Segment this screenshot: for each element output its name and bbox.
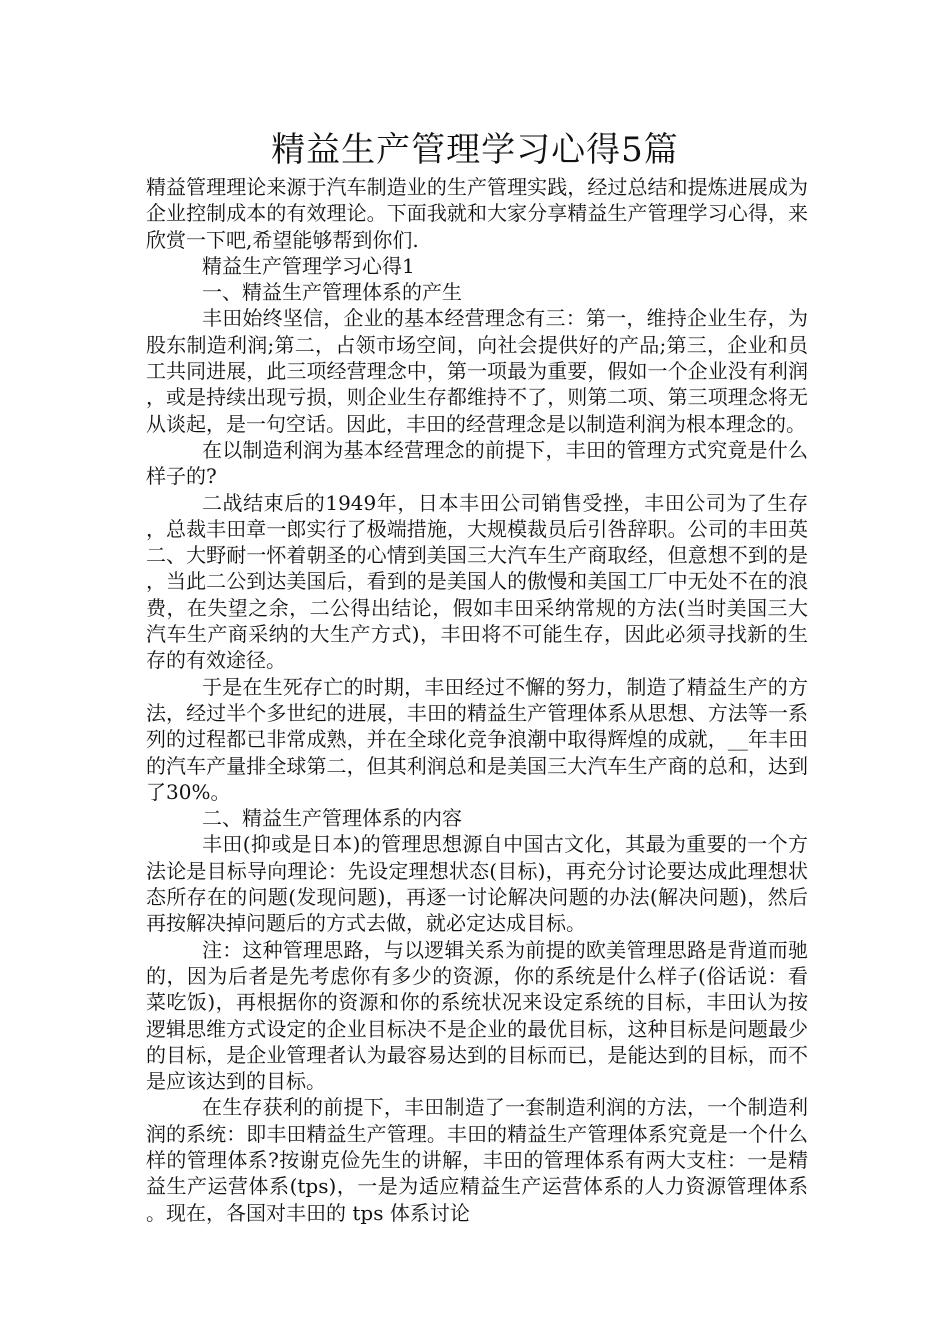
- paragraph: 二战结束后的1949年，日本丰田公司销售受挫，丰田公司为了生存，总裁丰田章一郎实行了极端措施，大规模裁员后引咎辞职。公司的丰田英二、大野耐一怀着朝圣的心情到美国三大汽车生产商取经，但意想不到的是，当此二公到达美国后，看到的是美国人的傲慢和美国工厂中无处不在的浪费，在失望之余，二公得出结论，假如丰田采纳常规的方法(当时美国三大汽车生产商采纳的大生产方式)，丰田将不可能生存，因此必须寻找新的生存的有效途径。: [146, 490, 808, 673]
- paragraph: 注：这种管理思路，与以逻辑关系为前提的欧美管理思路是背道而驰的，因为后者是先考虑你有多少的资源，你的系统是什么样子(俗话说：看菜吃饭)，再根据你的资源和你的系统状况来设定系统的目标，丰田认为按逻辑思维方式设定的企业目标决不是企业的最优目标，这种目标是问题最少的目标，是企业管理者认为最容易达到的目标而已，是能达到的目标，而不是应该达到的目标。: [146, 937, 808, 1094]
- paragraph: 精益管理理论来源于汽车制造业的生产管理实践，经过总结和提炼进展成为企业控制成本的有效理论。下面我就和大家分享精益生产管理学习心得，来欣赏一下吧,希望能够帮到你们.: [146, 175, 808, 252]
- paragraph: 丰田(抑或是日本)的管理思想源自中国古文化，其最为重要的一个方法论是目标导向理论：先设定理想状态(目标)，再充分讨论要达成此理想状态所存在的问题(发现问题)，再逐一讨论解决问题的办法(解决问题)，然后再按解决掉问题后的方式去做，就必定达成目标。: [146, 832, 808, 936]
- document-body: [146, 174, 808, 1226]
- paragraph: 在以制造利润为基本经营理念的前提下，丰田的管理方式究竟是什么样子的?: [146, 437, 808, 489]
- section-heading: 一、精益生产管理体系的产生: [202, 280, 462, 305]
- paragraph: 在生存获利的前提下，丰田制造了一套制造利润的方法，一个制造利润的系统：即丰田精益生产管理。丰田的精益生产管理体系究竟是一个什么样的管理体系?按谢克俭先生的讲解，丰田的管理体系有两大支柱：一是精益生产运营体系(tps)，一是为适应精益生产运营体系的人力资源管理体系。现在，各国对丰田的 tps 体系讨论: [146, 1095, 808, 1225]
- paragraph-heading: 精益生产管理学习心得1: [202, 253, 415, 278]
- section-heading: 二、精益生产管理体系的内容: [202, 806, 462, 831]
- paragraph: 丰田始终坚信，企业的基本经营理念有三：第一，维持企业生存，为股东制造利润;第二，占领市场空间，向社会提供好的产品;第三，企业和员工共同进展，此三项经营理念中，第一项最为重要，假如一个企业没有利润，或是持续出现亏损，则企业生存都维持不了，则第二项、第三项理念将无从谈起，是一句空话。因此，丰田的经营理念是以制造利润为根本理念的。: [146, 306, 808, 436]
- document-title: 精益生产管理学习心得5篇: [271, 130, 679, 170]
- paragraph: 于是在生死存亡的时期，丰田经过不懈的努力，制造了精益生产的方法，经过半个多世纪的进展，丰田的精益生产管理体系从思想、方法等一系列的过程都已非常成熟，并在全球化竞争浪潮中取得辉煌的成就，__年丰田的汽车产量排全球第二，但其利润总和是美国三大汽车生产商的总和，达到了30%。: [146, 674, 808, 804]
